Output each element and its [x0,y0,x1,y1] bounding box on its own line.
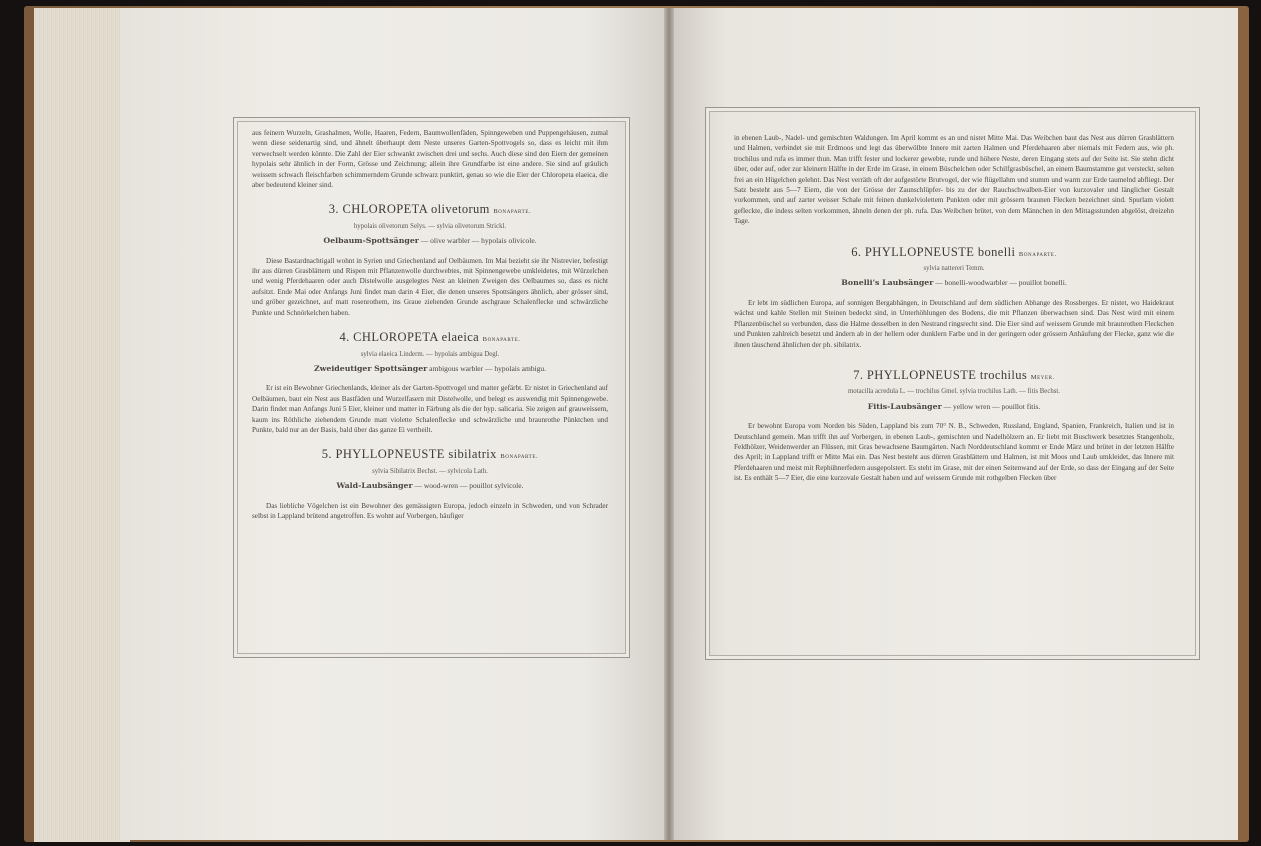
german-name: Fitis-Laubsänger [867,401,942,411]
body-paragraph: aus feinern Wurzeln, Grashalmen, Wolle, Haaren, Federn, Baumwollenfäden, Spinngeweben und Puppengehäusen, zumal wenn diese seidenartig sind, und ähnelt überhaupt dem Neste unseres Garten-Spottvogels so, dass es leicht mit ihm verwechselt werden könnte. Die Zahl der Eier schwankt zwischen drei und sechs. Auch diese sind den Eiern der gemeinen hypolais sehr ähnlich in der Form, Grösse und Zeichnung; allein ihre Grundfarbe ist eine andere. Sie sind auf gräulich weissem schwach fleischfarben schimmerndem Grunde schwarz punktirt, genau so wie die Eier der Chloropeta elaeica, die aber bedeutend kleiner sind. [252,129,608,190]
other-names: — olive warbler — hypolais olivicole. [420,236,537,246]
species-author: Bonaparte. [482,336,521,344]
german-name: Oelbaum-Spottsänger [323,236,419,246]
species-description: Er bewohnt Europa vom Norden bis Süden, Lappland bis zum 70° N. B., Schweden, Russland, England, Spanien, Frankreich, Italien und ist in Deutschland gemein. Man trifft ihn auf Vorbergen, in ebenen Laub-, gemischten und Nadelhölzern an. Er liebt mit Buschwerk besetztes Stangenholz, Feldhölzer, Weidenwerder an Flüssen, mit Gras bewachsene Baumgärten. Nach Norddeutschland kommt er Ende März und brütet in der letzten Hälfte des April; in Lappland trifft er Mitte Mai ein. Das Nest besteht aus dürren Grasblättern und Halmen, ist mit Moos und Laub umkleidet, das Innere mit Pferdehaaren und meist mit Rephühnerfedern ausgepolstert. Es steht im Grase, mit der einen Seitenwand auf der Erde, so dass der Eingang auf der Seite ist. Es enthält 5—7 Eier, die eine kurzovale Gestalt haben und auf weissem Grunde mit rothgelben Flecken über [734,422,1174,483]
species-heading [252,204,608,217]
other-names: — yellow wren — pouillot fitis. [943,401,1041,411]
synonyms: sylvia Sibilatrix Bechst. — sylvicola Lath. [372,467,488,475]
synonyms: sylvia elaeica Linderm. — hypolais ambigua Degl. [360,350,500,358]
species-author: Bonaparte. [500,453,539,461]
german-name: Zweideutiger Spottsänger [313,363,428,373]
species-author: Bonaparte. [1018,250,1057,258]
other-names: — bonelli-woodwarbler — pouillot bonelli. [935,278,1067,288]
right-page-text [734,133,1174,484]
other-names: — wood-wren — pouillot sylvicole. [414,481,524,491]
species-title: 6. PHYLLOPNEUSTE bonelli [851,244,1016,259]
common-names [252,364,608,374]
common-names [252,236,608,246]
german-name: Wald-Laubsänger [336,481,413,491]
synonyms: motacilla acredula L. — trochilus Gmel. sylvia trochilus Lath. — fitis Bechst. [848,388,1060,396]
body-paragraph: in ebenen Laub-, Nadel- und gemischten Waldungen. Im April kommt es an und nistet Mitte Mai. Das Weibchen baut das Nest aus dürren Grasblättern und Halmen, verbindet sie mit Erdmoos und legt das überwölbte Innere mit zarten Halmen und Pferdehaaren aber niemals mit Federn aus, wie ph. trochilus und rufa es immer thun. Man trifft fester und lockerer gewebte, runde und höhere Neste, deren Eingang stets auf der Seite ist. Sie stehn dicht über, oder auf, oder zur kleinern Hälfte in der Erde im Grase, in einem Büschelchen oder Schilfgrasbüschel, an einem Baumstamme gut versteckt, selten frei an ein Hügelchen gelehnt. Das Nest verräth oft der aufgestörte Brutvogel, der wie flügellahm und stumm und warm zur Erde taumelnd abfliegt. Der Satz besteht aus 5—7 Eiern, die von der Grösse der Zaunschlüpfer- bis zu der der Rauchschwalben-Eier von kurzovaler und länglicher Gestalt vorkommen, und auf zarter weisser Schale mit feinen dunkelviolettem Punkten oder mit grössern braunen Flecken bezeichnet sind. Spurlam violett gefleckte, die indess selten vorkommen, ähneln denen der ph. rufa. Das Weibchen brütet, von dem Männchen in den Mittagsstunden abgelöst, dreizehn Tage. [734,134,1174,226]
species-heading [252,449,608,462]
book-gutter [664,8,674,840]
species-description: Das liebliche Vögelchen ist ein Bewohner des gemässigten Europa, jedoch einzeln in Schweden, und von Schrader selbst in Lappland brütend angetroffen. Es wohnt auf Vorbergen, häufiger [252,501,608,520]
species-description: Er lebt im südlichen Europa, auf sonnigen Bergabhängen, in Deutschland auf dem südlichen Abhange des Rossberges. Er nistet, wo Haidekraut wächst und kahle Stellen mit Steinen bedeckt sind, in Unterhöhlungen des Bodens, die mit Pflanzen überwachsen sind. Das Nest wird mit einem Pflanzenbüschel so verbunden, dass die Halme desselben in den Nestrand ringsrecht sind. Die Eier sind auf weissem Grunde mit braunrothen Fleckchen und Punkten zahlreich besetzt und ändern ab in der hellern oder dunklern Farbe und in der geringern oder grössern Anhäufung der Flecke, ganz wie die ihnen täuschend ähnlichen der ph. sibilatrix. [734,298,1174,349]
species-author: Bonaparte. [493,208,532,216]
synonyms: hypolais olivetorum Selys. — sylvia olivetorum Strickl. [353,222,507,230]
species-description: Er ist ein Bewohner Griechenlands, kleiner als der Garten-Spottvogel und matter gefärbt. Er nistet in Griechenland auf Oelbäumen, baut ein Nest aus Bastfäden und Wurzelfasern mit Distelwolle, und belegt es auswendig mit Spinnengewebe. Darin findet man Anfangs Juni 5 Eier, kleiner und matter in Färbung als die der hyp. salicaria. Sie zeigen auf grauweissem, kaum ins Röthliche ziehendem Grunde matt violette Schalenflecke und schwärzliche und braunrothe Pünktchen und Punkte, bald nur an der Basis, bald über das ganze Ei vertheilt. [252,384,608,434]
other-names: ambigous warbler — hypolais ambigu. [429,363,547,373]
species-title: 5. PHYLLOPNEUSTE sibilatrix [321,447,497,462]
species-heading [252,332,608,345]
species-description: Diese Bastardnachtigall wohnt in Syrien und Griechenland auf Oelbäumen. Im Mai bezieht sie ihr Nistrevier, befestigt ihr aus dürren Grasblättern und Rispen mit Pflanzenwolle durchwebtes, mit Spinnengewebe umkleidetes, mit Würzelchen und wenig Pferdehaaren oder auch Distelwolle ausgelegtes Nest an kleinen Zweigen des Oelbaumes so, dass es nicht aufsitzt. Ende Mai oder Anfangs Juni findet man darin 4 Eier, die denen unseres Spottsängers ähnlich, aber grösser sind, und gröber gezeichnet, auf matt rosenrothem, ins Graue ziehenden Grunde aschgraue Schalenflecke und schwärzliche Punkte und Schnörkelchen haben. [252,256,608,317]
synonyms: sylvia nattereri Temm. [923,265,985,273]
species-title: 3. CHLOROPETA olivetorum [328,202,490,217]
species-heading [734,367,1174,383]
species-title: 7. PHYLLOPNEUSTE trochilus [853,367,1028,382]
common-names [734,402,1174,412]
left-page-text [252,128,608,521]
page-edges [34,8,130,842]
species-author: Meyer. [1030,373,1055,381]
common-names [734,278,1174,288]
german-name: Bonelli's Laubsänger [841,278,934,288]
species-title: 4. CHLOROPETA elaeica [339,330,480,345]
species-heading [734,244,1174,260]
common-names [252,481,608,491]
